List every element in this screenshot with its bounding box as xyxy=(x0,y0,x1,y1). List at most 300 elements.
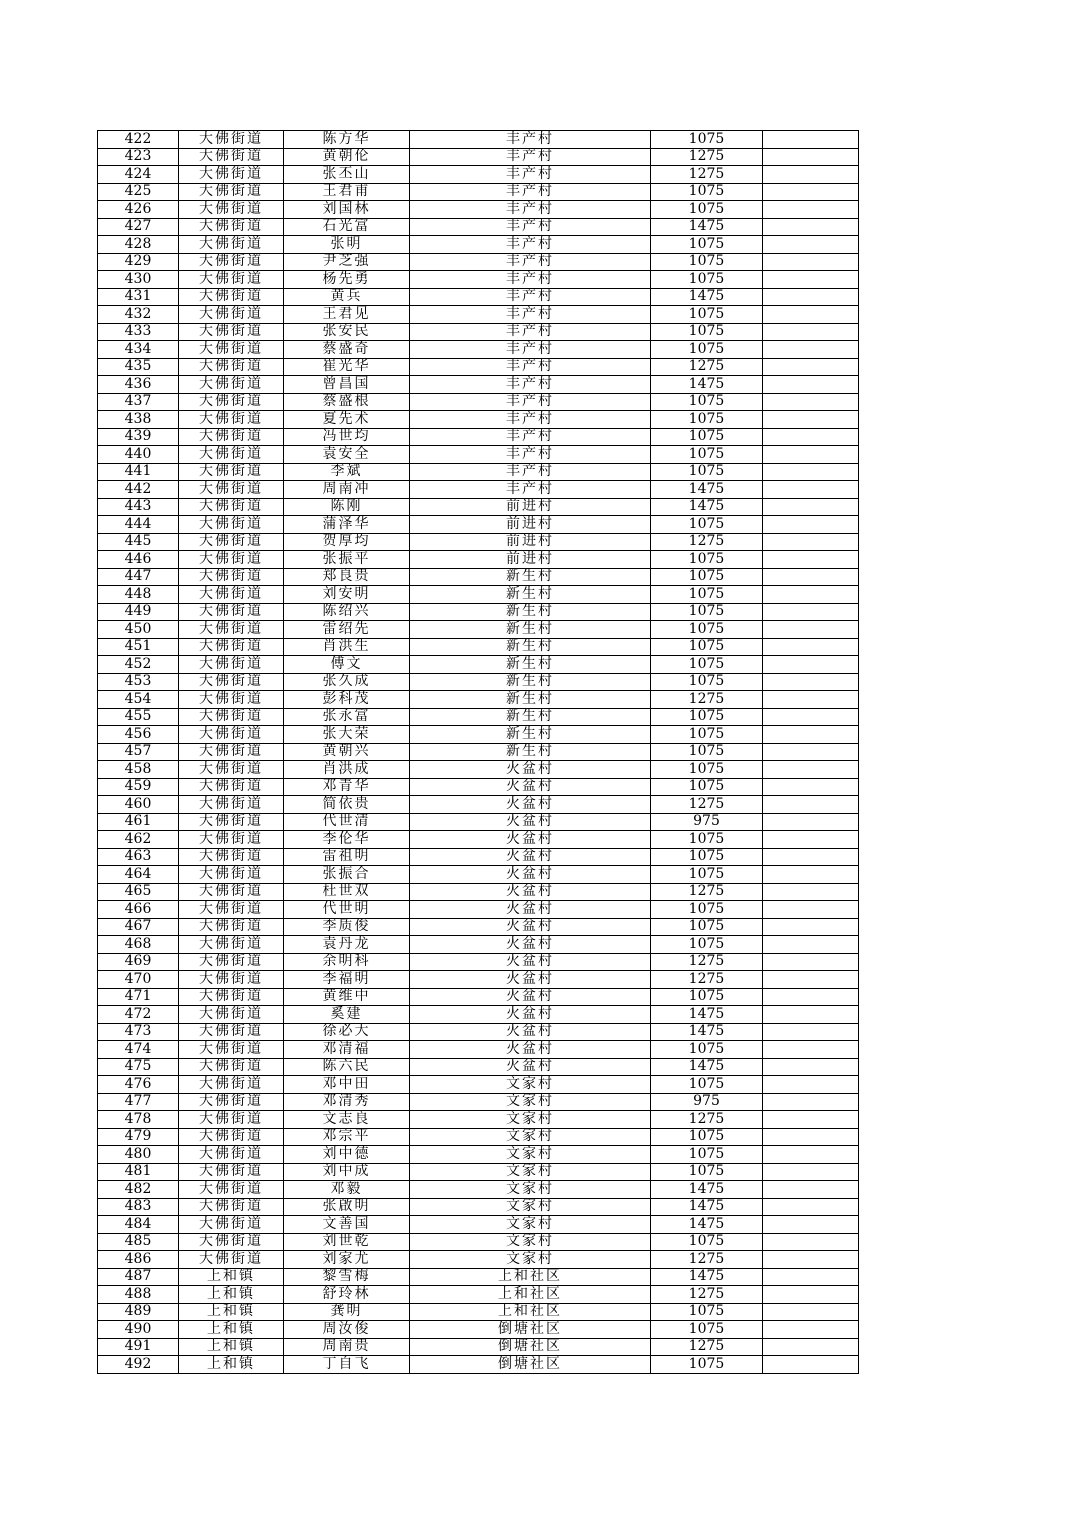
amount-cell: 1075 xyxy=(651,393,763,411)
name-cell: 袁安全 xyxy=(284,446,410,464)
row-number-cell: 430 xyxy=(98,271,179,289)
row-number-cell: 439 xyxy=(98,428,179,446)
amount-cell: 1075 xyxy=(651,253,763,271)
name-cell: 陈六民 xyxy=(284,1058,410,1076)
row-number-cell: 429 xyxy=(98,253,179,271)
village-cell: 丰产村 xyxy=(410,341,651,359)
row-number-cell: 442 xyxy=(98,481,179,499)
village-cell: 火盆村 xyxy=(410,936,651,954)
district-cell: 上和镇 xyxy=(179,1356,284,1374)
remark-cell xyxy=(763,656,859,674)
remark-cell xyxy=(763,253,859,271)
district-cell: 大佛街道 xyxy=(179,236,284,254)
village-cell: 丰产村 xyxy=(410,376,651,394)
remark-cell xyxy=(763,936,859,954)
table-row xyxy=(98,341,859,359)
table-row xyxy=(98,498,859,516)
row-number-cell: 437 xyxy=(98,393,179,411)
name-cell: 张久成 xyxy=(284,673,410,691)
name-cell: 丁自飞 xyxy=(284,1356,410,1374)
table-row xyxy=(98,953,859,971)
row-number-cell: 432 xyxy=(98,306,179,324)
remark-cell xyxy=(763,638,859,656)
remark-cell xyxy=(763,831,859,849)
district-cell: 大佛街道 xyxy=(179,883,284,901)
remark-cell xyxy=(763,1041,859,1059)
amount-cell: 1075 xyxy=(651,726,763,744)
table-row xyxy=(98,463,859,481)
name-cell: 蒲泽华 xyxy=(284,516,410,534)
amount-cell: 1075 xyxy=(651,568,763,586)
table-row xyxy=(98,1041,859,1059)
amount-cell: 1475 xyxy=(651,1268,763,1286)
village-cell: 上和社区 xyxy=(410,1268,651,1286)
village-cell: 文家村 xyxy=(410,1076,651,1094)
name-cell: 简依贵 xyxy=(284,796,410,814)
row-number-cell: 428 xyxy=(98,236,179,254)
district-cell: 大佛街道 xyxy=(179,1251,284,1269)
row-number-cell: 458 xyxy=(98,761,179,779)
name-cell: 肖洪成 xyxy=(284,761,410,779)
row-number-cell: 466 xyxy=(98,901,179,919)
table-row xyxy=(98,761,859,779)
row-number-cell: 445 xyxy=(98,533,179,551)
amount-cell: 1075 xyxy=(651,988,763,1006)
amount-cell: 1075 xyxy=(651,236,763,254)
table-row xyxy=(98,358,859,376)
amount-cell: 1075 xyxy=(651,428,763,446)
amount-cell: 1075 xyxy=(651,446,763,464)
row-number-cell: 427 xyxy=(98,218,179,236)
row-number-cell: 492 xyxy=(98,1356,179,1374)
remark-cell xyxy=(763,148,859,166)
district-cell: 大佛街道 xyxy=(179,1111,284,1129)
remark-cell xyxy=(763,446,859,464)
row-number-cell: 480 xyxy=(98,1146,179,1164)
village-cell: 火盆村 xyxy=(410,988,651,1006)
amount-cell: 1275 xyxy=(651,358,763,376)
village-cell: 火盆村 xyxy=(410,1006,651,1024)
name-cell: 陈刚 xyxy=(284,498,410,516)
remark-cell xyxy=(763,1146,859,1164)
name-cell: 张啟明 xyxy=(284,1198,410,1216)
district-cell: 大佛街道 xyxy=(179,481,284,499)
amount-cell: 1475 xyxy=(651,481,763,499)
amount-cell: 1075 xyxy=(651,341,763,359)
village-cell: 火盆村 xyxy=(410,866,651,884)
table-row xyxy=(98,708,859,726)
table-row xyxy=(98,1356,859,1374)
village-cell: 倒塘社区 xyxy=(410,1338,651,1356)
district-cell: 大佛街道 xyxy=(179,1198,284,1216)
remark-cell xyxy=(763,1251,859,1269)
district-cell: 大佛街道 xyxy=(179,621,284,639)
table-row xyxy=(98,778,859,796)
district-cell: 大佛街道 xyxy=(179,743,284,761)
remark-cell xyxy=(763,621,859,639)
village-cell: 文家村 xyxy=(410,1198,651,1216)
row-number-cell: 468 xyxy=(98,936,179,954)
name-cell: 代世清 xyxy=(284,813,410,831)
village-cell: 上和社区 xyxy=(410,1286,651,1304)
name-cell: 尹芝强 xyxy=(284,253,410,271)
village-cell: 文家村 xyxy=(410,1093,651,1111)
village-cell: 新生村 xyxy=(410,708,651,726)
amount-cell: 1075 xyxy=(651,866,763,884)
table-row xyxy=(98,656,859,674)
row-number-cell: 479 xyxy=(98,1128,179,1146)
amount-cell: 1075 xyxy=(651,306,763,324)
amount-cell: 1475 xyxy=(651,1058,763,1076)
name-cell: 杨先勇 xyxy=(284,271,410,289)
amount-cell: 1075 xyxy=(651,1076,763,1094)
name-cell: 袁丹龙 xyxy=(284,936,410,954)
row-number-cell: 452 xyxy=(98,656,179,674)
name-cell: 雷祖明 xyxy=(284,848,410,866)
table-row xyxy=(98,1216,859,1234)
name-cell: 李斌 xyxy=(284,463,410,481)
amount-cell: 1075 xyxy=(651,463,763,481)
amount-cell: 1475 xyxy=(651,1216,763,1234)
row-number-cell: 422 xyxy=(98,131,179,149)
village-cell: 丰产村 xyxy=(410,271,651,289)
district-cell: 大佛街道 xyxy=(179,376,284,394)
village-cell: 文家村 xyxy=(410,1128,651,1146)
district-cell: 大佛街道 xyxy=(179,218,284,236)
amount-cell: 1075 xyxy=(651,411,763,429)
amount-cell: 1275 xyxy=(651,796,763,814)
name-cell: 文善国 xyxy=(284,1216,410,1234)
amount-cell: 975 xyxy=(651,813,763,831)
amount-cell: 1275 xyxy=(651,691,763,709)
village-cell: 前进村 xyxy=(410,551,651,569)
village-cell: 文家村 xyxy=(410,1111,651,1129)
remark-cell xyxy=(763,1023,859,1041)
row-number-cell: 456 xyxy=(98,726,179,744)
village-cell: 新生村 xyxy=(410,656,651,674)
remark-cell xyxy=(763,131,859,149)
remark-cell xyxy=(763,988,859,1006)
village-cell: 丰产村 xyxy=(410,358,651,376)
district-cell: 大佛街道 xyxy=(179,306,284,324)
remark-cell xyxy=(763,953,859,971)
amount-cell: 1075 xyxy=(651,271,763,289)
name-cell: 代世明 xyxy=(284,901,410,919)
district-cell: 大佛街道 xyxy=(179,708,284,726)
row-number-cell: 450 xyxy=(98,621,179,639)
remark-cell xyxy=(763,533,859,551)
district-cell: 大佛街道 xyxy=(179,533,284,551)
name-cell: 雷绍先 xyxy=(284,621,410,639)
amount-cell: 1075 xyxy=(651,201,763,219)
name-cell: 黎雪梅 xyxy=(284,1268,410,1286)
table-row xyxy=(98,1163,859,1181)
village-cell: 新生村 xyxy=(410,621,651,639)
row-number-cell: 487 xyxy=(98,1268,179,1286)
district-cell: 大佛街道 xyxy=(179,971,284,989)
amount-cell: 1075 xyxy=(651,708,763,726)
village-cell: 前进村 xyxy=(410,516,651,534)
amount-cell: 1075 xyxy=(651,603,763,621)
amount-cell: 1475 xyxy=(651,1006,763,1024)
remark-cell xyxy=(763,481,859,499)
table-row xyxy=(98,831,859,849)
remark-cell xyxy=(763,1198,859,1216)
remark-cell xyxy=(763,1058,859,1076)
table-row xyxy=(98,1058,859,1076)
remark-cell xyxy=(763,183,859,201)
row-number-cell: 431 xyxy=(98,288,179,306)
remark-cell xyxy=(763,568,859,586)
district-cell: 大佛街道 xyxy=(179,166,284,184)
name-cell: 陈方华 xyxy=(284,131,410,149)
table-row xyxy=(98,148,859,166)
village-cell: 丰产村 xyxy=(410,463,651,481)
amount-cell: 1075 xyxy=(651,516,763,534)
district-cell: 大佛街道 xyxy=(179,673,284,691)
district-cell: 大佛街道 xyxy=(179,638,284,656)
table-row xyxy=(98,1303,859,1321)
amount-cell: 1275 xyxy=(651,1251,763,1269)
name-cell: 周汝俊 xyxy=(284,1321,410,1339)
row-number-cell: 462 xyxy=(98,831,179,849)
district-cell: 上和镇 xyxy=(179,1286,284,1304)
remark-cell xyxy=(763,498,859,516)
remark-cell xyxy=(763,1181,859,1199)
district-cell: 大佛街道 xyxy=(179,778,284,796)
table-row xyxy=(98,166,859,184)
village-cell: 丰产村 xyxy=(410,148,651,166)
district-cell: 大佛街道 xyxy=(179,848,284,866)
name-cell: 傅文 xyxy=(284,656,410,674)
name-cell: 刘国林 xyxy=(284,201,410,219)
remark-cell xyxy=(763,1093,859,1111)
district-cell: 大佛街道 xyxy=(179,1006,284,1024)
row-number-cell: 486 xyxy=(98,1251,179,1269)
amount-cell: 1075 xyxy=(651,586,763,604)
table-row xyxy=(98,743,859,761)
table-row xyxy=(98,621,859,639)
remark-cell xyxy=(763,1286,859,1304)
table-row xyxy=(98,691,859,709)
village-cell: 火盆村 xyxy=(410,831,651,849)
row-number-cell: 433 xyxy=(98,323,179,341)
village-cell: 倒塘社区 xyxy=(410,1356,651,1374)
table-body xyxy=(98,131,859,1374)
name-cell: 周南贵 xyxy=(284,1338,410,1356)
remark-cell xyxy=(763,866,859,884)
village-cell: 新生村 xyxy=(410,743,651,761)
table-row xyxy=(98,1286,859,1304)
row-number-cell: 447 xyxy=(98,568,179,586)
village-cell: 丰产村 xyxy=(410,218,651,236)
village-cell: 丰产村 xyxy=(410,306,651,324)
amount-cell: 1475 xyxy=(651,376,763,394)
remark-cell xyxy=(763,796,859,814)
district-cell: 大佛街道 xyxy=(179,936,284,954)
village-cell: 新生村 xyxy=(410,726,651,744)
district-cell: 大佛街道 xyxy=(179,866,284,884)
village-cell: 丰产村 xyxy=(410,428,651,446)
row-number-cell: 488 xyxy=(98,1286,179,1304)
name-cell: 崔光华 xyxy=(284,358,410,376)
amount-cell: 1075 xyxy=(651,761,763,779)
village-cell: 火盆村 xyxy=(410,1041,651,1059)
district-cell: 大佛街道 xyxy=(179,1023,284,1041)
row-number-cell: 476 xyxy=(98,1076,179,1094)
name-cell: 李伦华 xyxy=(284,831,410,849)
name-cell: 张振平 xyxy=(284,551,410,569)
village-cell: 丰产村 xyxy=(410,201,651,219)
table-row xyxy=(98,323,859,341)
table-row xyxy=(98,1128,859,1146)
row-number-cell: 436 xyxy=(98,376,179,394)
district-cell: 大佛街道 xyxy=(179,183,284,201)
remark-cell xyxy=(763,218,859,236)
remark-cell xyxy=(763,1233,859,1251)
amount-cell: 1275 xyxy=(651,953,763,971)
table-row xyxy=(98,901,859,919)
row-number-cell: 465 xyxy=(98,883,179,901)
table-row xyxy=(98,1006,859,1024)
amount-cell: 1075 xyxy=(651,778,763,796)
row-number-cell: 491 xyxy=(98,1338,179,1356)
row-number-cell: 460 xyxy=(98,796,179,814)
village-cell: 火盆村 xyxy=(410,813,651,831)
remark-cell xyxy=(763,1356,859,1374)
table-row xyxy=(98,218,859,236)
row-number-cell: 467 xyxy=(98,918,179,936)
name-cell: 黄朝伦 xyxy=(284,148,410,166)
table-row xyxy=(98,393,859,411)
row-number-cell: 485 xyxy=(98,1233,179,1251)
remark-cell xyxy=(763,673,859,691)
name-cell: 张大荣 xyxy=(284,726,410,744)
table-row xyxy=(98,673,859,691)
amount-cell: 1075 xyxy=(651,1163,763,1181)
table-row xyxy=(98,1111,859,1129)
remark-cell xyxy=(763,166,859,184)
district-cell: 大佛街道 xyxy=(179,341,284,359)
name-cell: 王君甫 xyxy=(284,183,410,201)
district-cell: 大佛街道 xyxy=(179,1216,284,1234)
table-row xyxy=(98,551,859,569)
table-row xyxy=(98,428,859,446)
data-table xyxy=(97,130,859,1374)
district-cell: 大佛街道 xyxy=(179,358,284,376)
district-cell: 大佛街道 xyxy=(179,953,284,971)
remark-cell xyxy=(763,376,859,394)
row-number-cell: 426 xyxy=(98,201,179,219)
village-cell: 火盆村 xyxy=(410,971,651,989)
village-cell: 火盆村 xyxy=(410,1058,651,1076)
row-number-cell: 424 xyxy=(98,166,179,184)
table-row xyxy=(98,1093,859,1111)
name-cell: 冯世均 xyxy=(284,428,410,446)
amount-cell: 1475 xyxy=(651,1198,763,1216)
remark-cell xyxy=(763,1163,859,1181)
village-cell: 新生村 xyxy=(410,568,651,586)
remark-cell xyxy=(763,463,859,481)
district-cell: 大佛街道 xyxy=(179,1181,284,1199)
table-row xyxy=(98,1338,859,1356)
district-cell: 上和镇 xyxy=(179,1268,284,1286)
table-row xyxy=(98,638,859,656)
name-cell: 邓中田 xyxy=(284,1076,410,1094)
village-cell: 火盆村 xyxy=(410,901,651,919)
district-cell: 大佛街道 xyxy=(179,988,284,1006)
district-cell: 大佛街道 xyxy=(179,901,284,919)
district-cell: 大佛街道 xyxy=(179,1041,284,1059)
row-number-cell: 483 xyxy=(98,1198,179,1216)
village-cell: 丰产村 xyxy=(410,166,651,184)
amount-cell: 1075 xyxy=(651,1146,763,1164)
village-cell: 新生村 xyxy=(410,586,651,604)
district-cell: 大佛街道 xyxy=(179,726,284,744)
table-row xyxy=(98,883,859,901)
row-number-cell: 473 xyxy=(98,1023,179,1041)
table-row xyxy=(98,568,859,586)
amount-cell: 1075 xyxy=(651,183,763,201)
row-number-cell: 443 xyxy=(98,498,179,516)
remark-cell xyxy=(763,1216,859,1234)
district-cell: 大佛街道 xyxy=(179,393,284,411)
village-cell: 前进村 xyxy=(410,498,651,516)
remark-cell xyxy=(763,428,859,446)
amount-cell: 1275 xyxy=(651,1111,763,1129)
remark-cell xyxy=(763,358,859,376)
row-number-cell: 441 xyxy=(98,463,179,481)
row-number-cell: 470 xyxy=(98,971,179,989)
district-cell: 大佛街道 xyxy=(179,831,284,849)
village-cell: 火盆村 xyxy=(410,1023,651,1041)
district-cell: 大佛街道 xyxy=(179,586,284,604)
remark-cell xyxy=(763,901,859,919)
name-cell: 徐必大 xyxy=(284,1023,410,1041)
row-number-cell: 474 xyxy=(98,1041,179,1059)
remark-cell xyxy=(763,708,859,726)
district-cell: 上和镇 xyxy=(179,1338,284,1356)
village-cell: 火盆村 xyxy=(410,761,651,779)
village-cell: 新生村 xyxy=(410,673,651,691)
table-row xyxy=(98,376,859,394)
row-number-cell: 446 xyxy=(98,551,179,569)
table-row xyxy=(98,586,859,604)
table-row xyxy=(98,183,859,201)
table-row xyxy=(98,988,859,1006)
name-cell: 刘家尤 xyxy=(284,1251,410,1269)
amount-cell: 1075 xyxy=(651,673,763,691)
name-cell: 陈绍兴 xyxy=(284,603,410,621)
remark-cell xyxy=(763,971,859,989)
amount-cell: 1275 xyxy=(651,883,763,901)
table-row xyxy=(98,481,859,499)
remark-cell xyxy=(763,1321,859,1339)
name-cell: 黄维中 xyxy=(284,988,410,1006)
remark-cell xyxy=(763,1338,859,1356)
remark-cell xyxy=(763,726,859,744)
remark-cell xyxy=(763,1268,859,1286)
amount-cell: 1075 xyxy=(651,1128,763,1146)
table-row xyxy=(98,271,859,289)
district-cell: 大佛街道 xyxy=(179,288,284,306)
amount-cell: 1275 xyxy=(651,971,763,989)
district-cell: 大佛街道 xyxy=(179,1058,284,1076)
amount-cell: 1075 xyxy=(651,1356,763,1374)
amount-cell: 1075 xyxy=(651,831,763,849)
village-cell: 火盆村 xyxy=(410,848,651,866)
row-number-cell: 469 xyxy=(98,953,179,971)
